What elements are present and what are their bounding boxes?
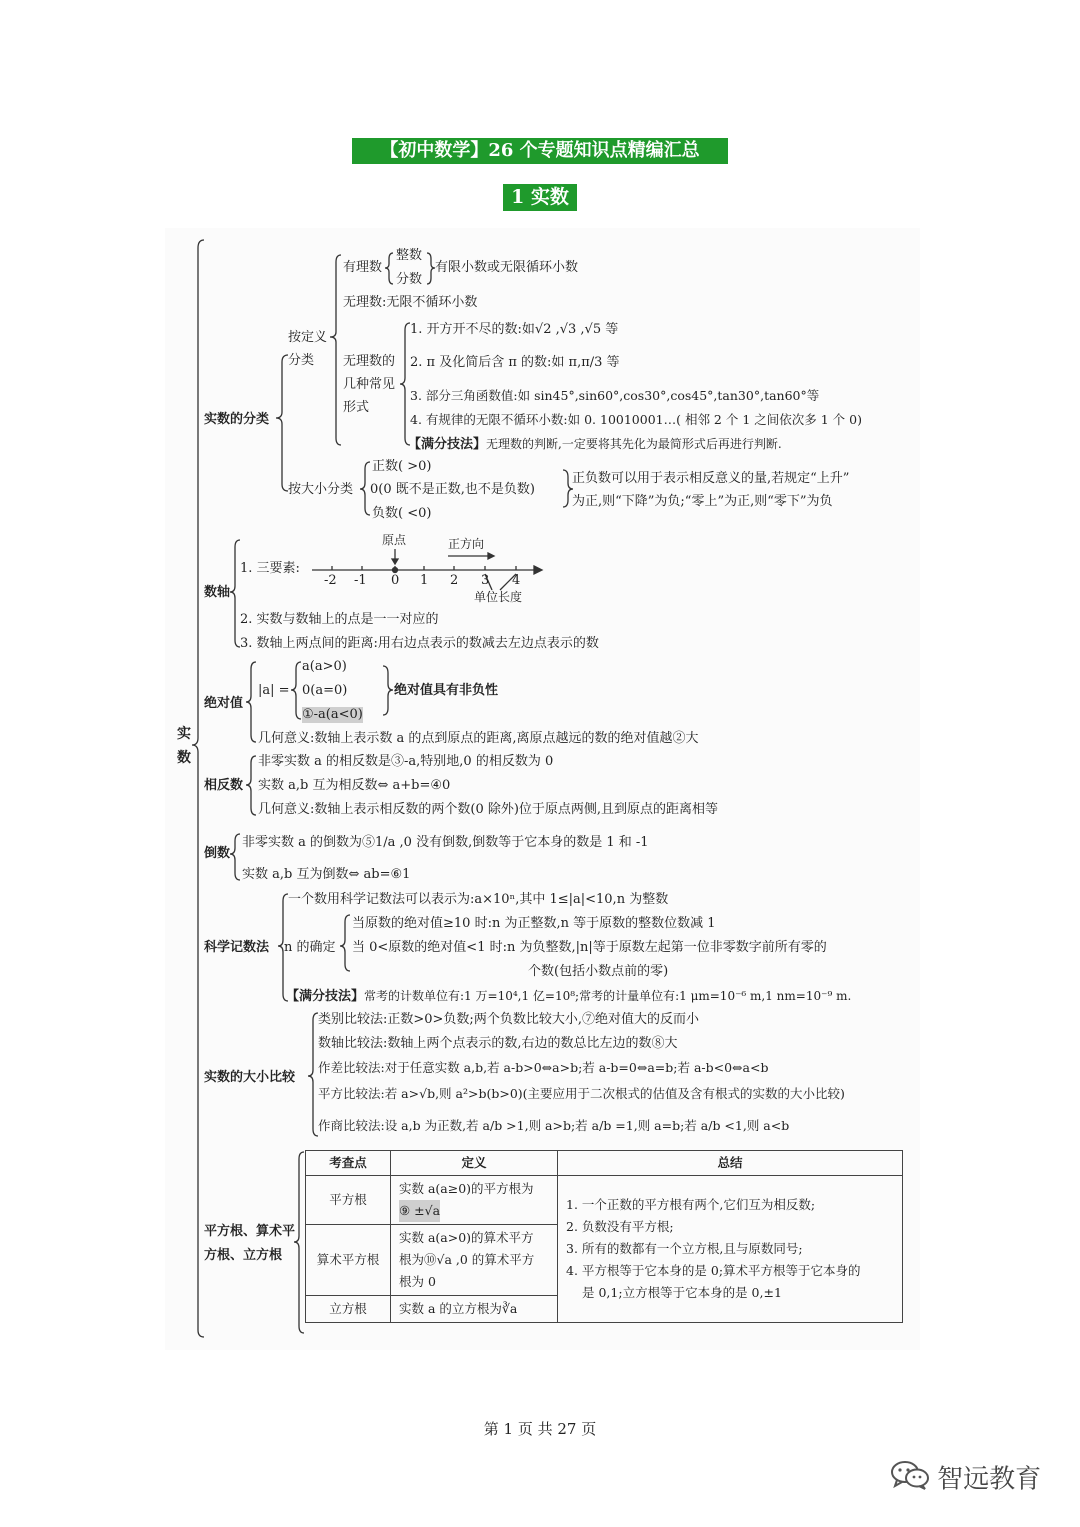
by-size-note-2: 为正,则“下降”为负;“零上”为正,则“零下”为负 [572,494,833,509]
brand-watermark [888,1458,1041,1496]
n-determination-label: n 的确定 [284,940,336,955]
scientific-case-2b: 个数(包括小数点前的零) [528,964,669,979]
rational-label: 有理数 [343,260,383,275]
number-line-label: 数轴 [204,585,231,600]
classification-label: 实数的分类 [204,412,270,427]
opposite-line-1: 非零实数 a 的相反数是③-a,特别地,0 的相反数为 0 [258,754,554,769]
opposite-label: 相反数 [204,778,244,793]
comparison-line-4: 平方比较法:若 a>√b,则 a²>b(b>0)(主要应用于二次根式的估值及含有根式的实数的大小比较) [318,1086,845,1101]
point-cell: 算术平方根 [306,1225,391,1296]
irrational-form-2: 2. π 及化简后含 π 的数:如 π,π/3 等 [410,355,620,370]
roots-label-2: 方根、立方根 [204,1248,283,1263]
number-line-item-3: 3. 数轴上两点间的距离:用右边点表示的数减去左边点表示的数 [240,636,599,651]
abs-note: 绝对值具有非负性 [394,683,499,698]
abs-geometric: 几何意义:数轴上表示数 a 的点到原点的距离,离原点越远的数的绝对值越②大 [258,731,699,746]
root-label: 实数 [177,726,191,766]
by-definition-label: 按定义 [288,330,328,345]
origin-label: 原点 [382,533,407,547]
summary-line: 2. 负数没有平方根; [566,1219,674,1234]
header-summary: 总结 [558,1151,903,1176]
scientific-label: 科学记数法 [204,940,270,955]
by-size-label: 按大小分类 [288,482,354,497]
number-line-item-2: 2. 实数与数轴上的点是一一对应的 [240,612,439,627]
tick-label-1: 1 [420,573,429,588]
irrational-form-4: 4. 有规律的无限不循环小数:如 0. 10010001…( 相邻 2 个 1 之间依次多 1 个 0) [410,412,862,427]
roots-table [305,1150,903,1323]
tip-label: 【满分技法】 [408,437,487,452]
tip-text: 无理数的判断,一定要将其先化为最简形式后再进行判断. [486,437,782,451]
definition-cell [391,1225,558,1296]
zero-note: 0(0 既不是正数,也不是负数) [370,482,535,497]
table-row [306,1176,903,1225]
definition-line: 实数 a(a≥0)的平方根为 [399,1181,534,1196]
definition-line: 根为 0 [399,1274,436,1289]
summary-line: 1. 一个正数的平方根有两个,它们互为相反数; [566,1197,816,1212]
negative-numbers: 负数( <0) [372,506,432,521]
summary-line: 是 0,1;立方根等于它本身的是 0,±1 [582,1285,782,1300]
reciprocal-label: 倒数 [204,846,231,861]
reciprocal-line-2: 实数 a,b 互为倒数⇔ ab=⑥1 [242,867,411,882]
number-line-item-1: 1. 三要素: [240,561,300,576]
positive-direction-label: 正方向 [448,537,485,551]
definition-cell [391,1296,558,1323]
tip-label: 【满分技法】 [286,989,365,1004]
tick-label-0: 0 [391,573,400,588]
classification-tip [408,436,782,453]
comparison-line-3: 作差比较法:对于任意实数 a,b,若 a-b>0⇔a>b;若 a-b=0⇔a=b;若 a-b<0⇔a<b [318,1060,769,1075]
irrational-form-3: 3. 部分三角函数值:如 sin45°,sin60°,cos30°,cos45°,tan30°,tan60°等 [410,388,820,403]
by-definition-label2: 分类 [288,353,315,368]
opposite-line-3: 几何意义:数轴上表示相反数的两个数(0 除外)位于原点两侧,且到原点的距离相等 [258,802,719,817]
absolute-value-label: 绝对值 [204,696,244,711]
abs-case-3: ①-a(a<0) [302,707,363,722]
definition-line: ⑨ ±√a [399,1200,440,1222]
unit-length-label: 单位长度 [474,590,523,604]
definition-line: 实数 a(a>0)的算术平方 [399,1230,534,1245]
header-definition: 定义 [391,1151,558,1176]
main-title: 【初中数学】26 个专题知识点精编汇总 [352,138,728,164]
summary-cell [558,1176,903,1323]
positive-numbers: 正数( >0) [372,459,432,474]
header-point: 考查点 [306,1151,391,1176]
summary-line: 3. 所有的数都有一个立方根,且与原数同号; [566,1241,803,1256]
point-cell: 平方根 [306,1176,391,1225]
irrational-def: 无理数:无限不循环小数 [343,295,478,310]
comparison-line-1: 类别比较法:正数>0>负数;两个负数比较大小,⑦绝对值大的反而小 [318,1012,699,1027]
tick-label-2: 2 [450,573,459,588]
brand-name: 智远教育 [937,1464,1042,1495]
table-header-row [306,1151,903,1176]
comparison-line-5: 作商比较法:设 a,b 为正数,若 a/b >1,则 a>b;若 a/b =1,则 a=b;若 a/b <1,则 a<b [318,1118,790,1133]
irrational-forms-label-3: 形式 [343,400,370,415]
tick-label-neg2: -2 [324,573,337,588]
comparison-label: 实数的大小比较 [204,1070,296,1085]
scientific-case-1: 当原数的绝对值≥10 时:n 为正整数,n 等于原数的整数位数减 1 [352,916,716,931]
comparison-line-2: 数轴比较法:数轴上两个点表示的数,右边的数总比左边的数⑧大 [318,1036,678,1051]
page-info: 第 1 页 共 27 页 [483,1420,597,1438]
summary-line: 4. 平方根等于它本身的是 0;算术平方根等于它本身的 [566,1263,861,1278]
tick-label-3: 3 [481,573,490,588]
tick-label-neg1: -1 [354,573,367,588]
roots-label-1: 平方根、算术平 [204,1224,296,1239]
tip-text: 常考的计数单位有:1 万=10⁴,1 亿=10⁸;常考的计量单位有:1 μm=10⁻⁶ m,1 nm=10⁻⁹ m. [364,989,852,1003]
tick-label-4: 4 [512,573,521,588]
abs-case-1: a(a>0) [302,659,347,674]
scientific-case-2: 当 0<原数的绝对值<1 时:n 为负整数,|n|等于原数左起第一位非零数字前所有零的 [352,940,827,955]
abs-formula-lhs: |a| = [258,683,290,698]
opposite-line-2: 实数 a,b 互为相反数⇔ a+b=④0 [258,778,451,793]
by-size-note-1: 正负数可以用于表示相反意义的量,若规定“上升” [572,471,850,486]
point-cell: 立方根 [306,1296,391,1323]
irrational-form-1: 1. 开方开不尽的数:如√2 ,√3 ,√5 等 [410,322,619,337]
irrational-forms-label-2: 几种常见 [343,377,396,392]
definition-line: 实数 a 的立方根为∛a [399,1301,518,1316]
scientific-tip [286,988,851,1005]
definition-cell [391,1176,558,1225]
abs-case-2: 0(a=0) [302,683,348,698]
integer-label: 整数 [396,248,423,263]
irrational-forms-label-1: 无理数的 [343,354,396,369]
section-title: 1 实数 [503,184,577,211]
scientific-line-1: 一个数用科学记数法可以表示为:a×10ⁿ,其中 1≤|a|<10,n 为整数 [288,892,669,907]
wechat-icon [888,1458,932,1496]
reciprocal-line-1: 非零实数 a 的倒数为⑤1/a ,0 没有倒数,倒数等于它本身的数是 1 和 -1 [242,835,649,850]
fraction-label: 分数 [396,272,423,287]
rational-note: 有限小数或无限循环小数 [435,260,579,275]
definition-line: 根为⑩√a ,0 的算术平方 [399,1252,535,1267]
